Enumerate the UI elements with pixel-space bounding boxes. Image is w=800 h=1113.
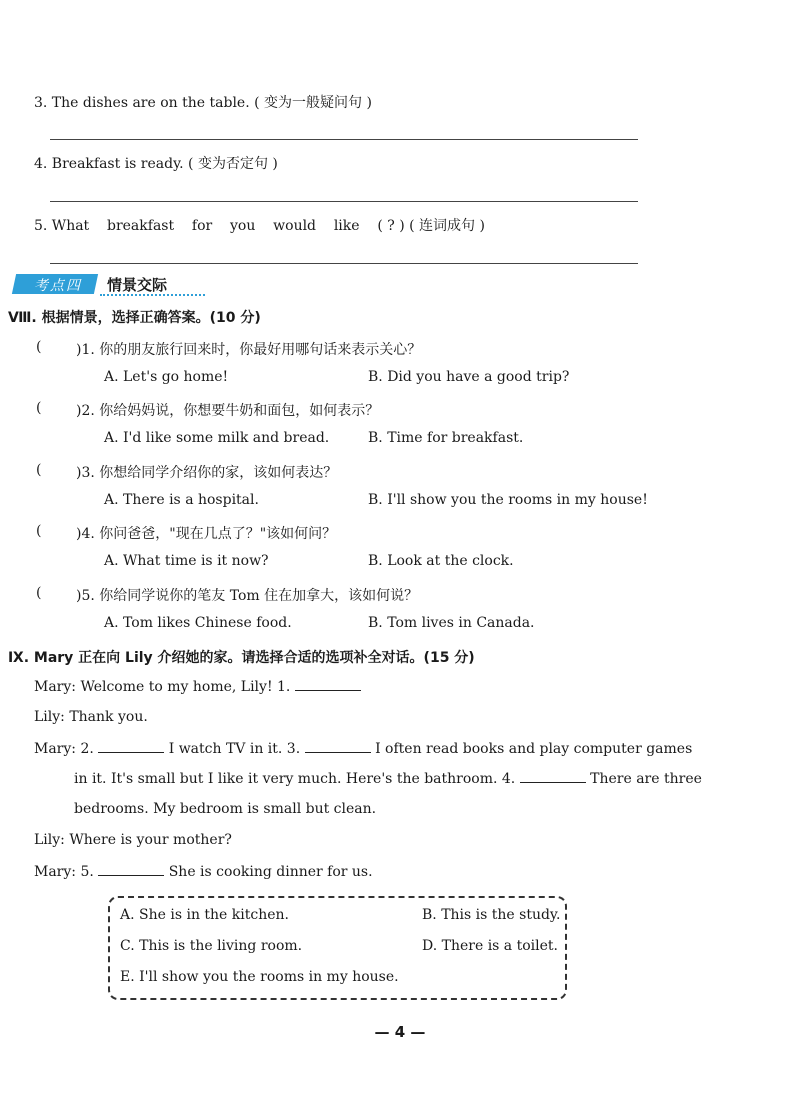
q8-option-1b: B. Did you have a good trip?: [368, 369, 570, 385]
section-title: 情景交际: [107, 276, 168, 294]
dialogue-line-3-cont2: bedrooms. My bedroom is small but clean.: [74, 801, 377, 817]
blank-2[interactable]: [98, 740, 164, 753]
dialogue-text: Mary: Welcome to my home, Lily! 1.: [34, 679, 295, 695]
page-number: — 4 —: [374, 1023, 426, 1041]
answer-line-5[interactable]: [50, 263, 638, 264]
answer-bracket-5[interactable]: (: [36, 585, 42, 601]
q8-option-3b: B. I'll show you the rooms in my house!: [368, 492, 648, 508]
blank-5[interactable]: [98, 863, 164, 876]
q8-option-2b: B. Time for breakfast.: [368, 430, 524, 446]
q8-option-3a: A. There is a hospital.: [104, 492, 259, 508]
q8-heading: Ⅷ. 根据情景，选择正确答案。(10 分): [8, 310, 261, 326]
dialogue-line-4: Lily: Where is your mother?: [34, 832, 232, 848]
dialogue-line-3-cont: [74, 770, 702, 787]
q8-option-4b: B. Look at the clock.: [368, 553, 514, 569]
blank-1[interactable]: [295, 678, 361, 691]
dialogue-text: There are three: [585, 771, 702, 787]
option-c: C. This is the living room.: [120, 938, 303, 954]
dialogue-text: in it. It's small but I like it very much. Here's the bathroom. 4.: [74, 771, 520, 787]
option-b: B. This is the study.: [422, 907, 561, 923]
blank-3[interactable]: [305, 740, 371, 753]
dialogue-text: Mary: 2.: [34, 741, 99, 757]
answer-bracket-2[interactable]: (: [36, 400, 42, 416]
q8-question-5: )5. 你给同学说你的笔友 Tom 住在加拿大，该如何说？: [76, 588, 419, 604]
answer-bracket-1[interactable]: (: [36, 339, 42, 355]
option-a: A. She is in the kitchen.: [120, 907, 289, 923]
answer-line-3[interactable]: [50, 139, 638, 140]
section-tag-label: 考点四: [34, 278, 82, 294]
dialogue-text: She is cooking dinner for us.: [164, 864, 373, 880]
q8-option-1a: A. Let's go home!: [104, 369, 229, 385]
section-dotted-rule: [100, 294, 205, 296]
answer-bracket-4[interactable]: (: [36, 523, 42, 539]
q9-heading: Ⅸ. Mary 正在向 Lily 介绍她的家。请选择合适的选项补全对话。(15 分): [8, 650, 475, 666]
dialogue-text: I watch TV in it. 3.: [164, 741, 305, 757]
q8-option-5a: A. Tom likes Chinese food.: [104, 615, 292, 631]
dialogue-line-1: [34, 678, 361, 695]
dialogue-line-5: [34, 863, 373, 880]
q8-question-3: )3. 你想给同学介绍你的家，该如何表达？: [76, 465, 338, 481]
option-d: D. There is a toilet.: [422, 938, 558, 954]
q8-option-4a: A. What time is it now?: [104, 553, 269, 569]
exercise-5-text: 5. What breakfast for you would like ( ? ) ( 连词成句 ): [34, 218, 485, 234]
blank-4[interactable]: [520, 770, 586, 783]
q8-option-2a: A. I'd like some milk and bread.: [104, 430, 330, 446]
dialogue-text: Mary: 5.: [34, 864, 99, 880]
answer-line-4[interactable]: [50, 201, 638, 202]
exercise-4-text: 4. Breakfast is ready. ( 变为否定句 ): [34, 156, 278, 172]
option-e: E. I'll show you the rooms in my house.: [120, 969, 399, 985]
q8-question-2: )2. 你给妈妈说，你想要牛奶和面包，如何表示？: [76, 403, 380, 419]
dialogue-line-3: [34, 740, 692, 757]
q8-option-5b: B. Tom lives in Canada.: [368, 615, 535, 631]
q8-question-4: )4. 你问爸爸，"现在几点了？"该如何问？: [76, 526, 337, 542]
dialogue-text: I often read books and play computer games: [370, 741, 693, 757]
dialogue-line-2: Lily: Thank you.: [34, 709, 148, 725]
exercise-3-text: 3. The dishes are on the table. ( 变为一般疑问句 ): [34, 95, 372, 111]
answer-bracket-3[interactable]: (: [36, 462, 42, 478]
q8-question-1: )1. 你的朋友旅行回来时，你最好用哪句话来表示关心？: [76, 342, 422, 358]
